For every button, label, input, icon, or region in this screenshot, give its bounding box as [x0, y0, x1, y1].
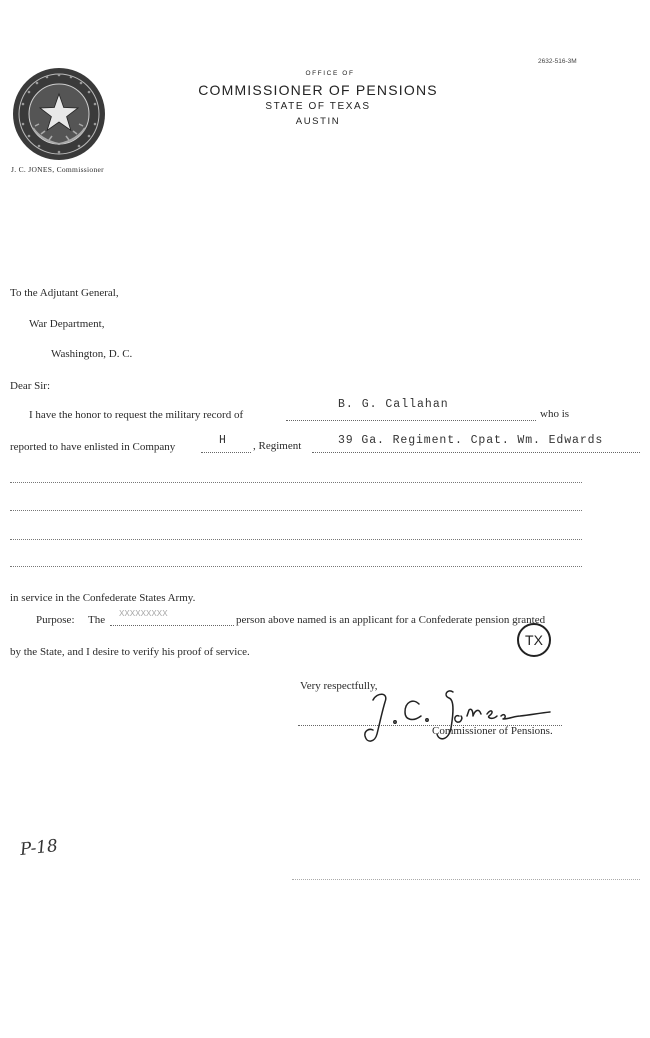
company-field-value: H	[219, 434, 227, 447]
verify-line: by the State, and I desire to verify his proof of service.	[10, 646, 250, 658]
very-respectfully: Very respectfully,	[300, 680, 378, 692]
form-code: 2632-516-3M	[538, 58, 577, 65]
address-line-1: To the Adjutant General,	[10, 287, 119, 299]
regiment-field-line	[312, 452, 640, 453]
bottom-rule	[292, 879, 640, 880]
handwritten-note: P-18	[19, 836, 59, 860]
regiment-label: , Regiment	[253, 440, 302, 452]
commissioner-line: J. C. JONES, Commissioner	[11, 165, 104, 174]
purpose-the: The	[88, 614, 106, 626]
name-field-value: B. G. Callahan	[338, 398, 449, 411]
request-prefix: I have the honor to request the military record of	[29, 409, 244, 421]
who-is-label: who is	[540, 408, 570, 420]
signature-title: Commissioner of Pensions.	[432, 725, 553, 737]
purpose-label: Purpose:	[36, 614, 75, 626]
blank-line-3	[10, 539, 582, 540]
enlisted-prefix: reported to have enlisted in Company	[10, 441, 176, 453]
blank-line-4	[10, 566, 582, 567]
company-field-line	[201, 452, 251, 453]
service-line: in service in the Confederate States Army.	[10, 592, 196, 604]
office-of-label: OFFICE OF	[305, 70, 355, 77]
address-line-3: Washington, D. C.	[51, 348, 133, 360]
office-title: COMMISSIONER OF PENSIONS	[198, 82, 438, 98]
name-field-line	[286, 420, 536, 421]
blank-line-2	[10, 510, 582, 511]
purpose-field-value: XXXXXXXXX	[119, 609, 168, 619]
texas-seal-icon	[11, 66, 107, 162]
regiment-field-value: 39 Ga. Regiment. Cpat. Wm. Edwards	[338, 434, 604, 447]
purpose-field-line	[110, 625, 234, 626]
salutation: Dear Sir:	[10, 380, 51, 392]
purpose-suffix: person above named is an applicant for a Confederate pension granted	[236, 614, 546, 626]
tx-stamp: TX	[517, 623, 551, 657]
blank-line-1	[10, 482, 582, 483]
office-state: STATE OF TEXAS	[265, 101, 371, 112]
handwritten-signature	[355, 686, 560, 746]
office-city: AUSTIN	[295, 116, 341, 127]
address-line-2: War Department,	[29, 318, 105, 330]
